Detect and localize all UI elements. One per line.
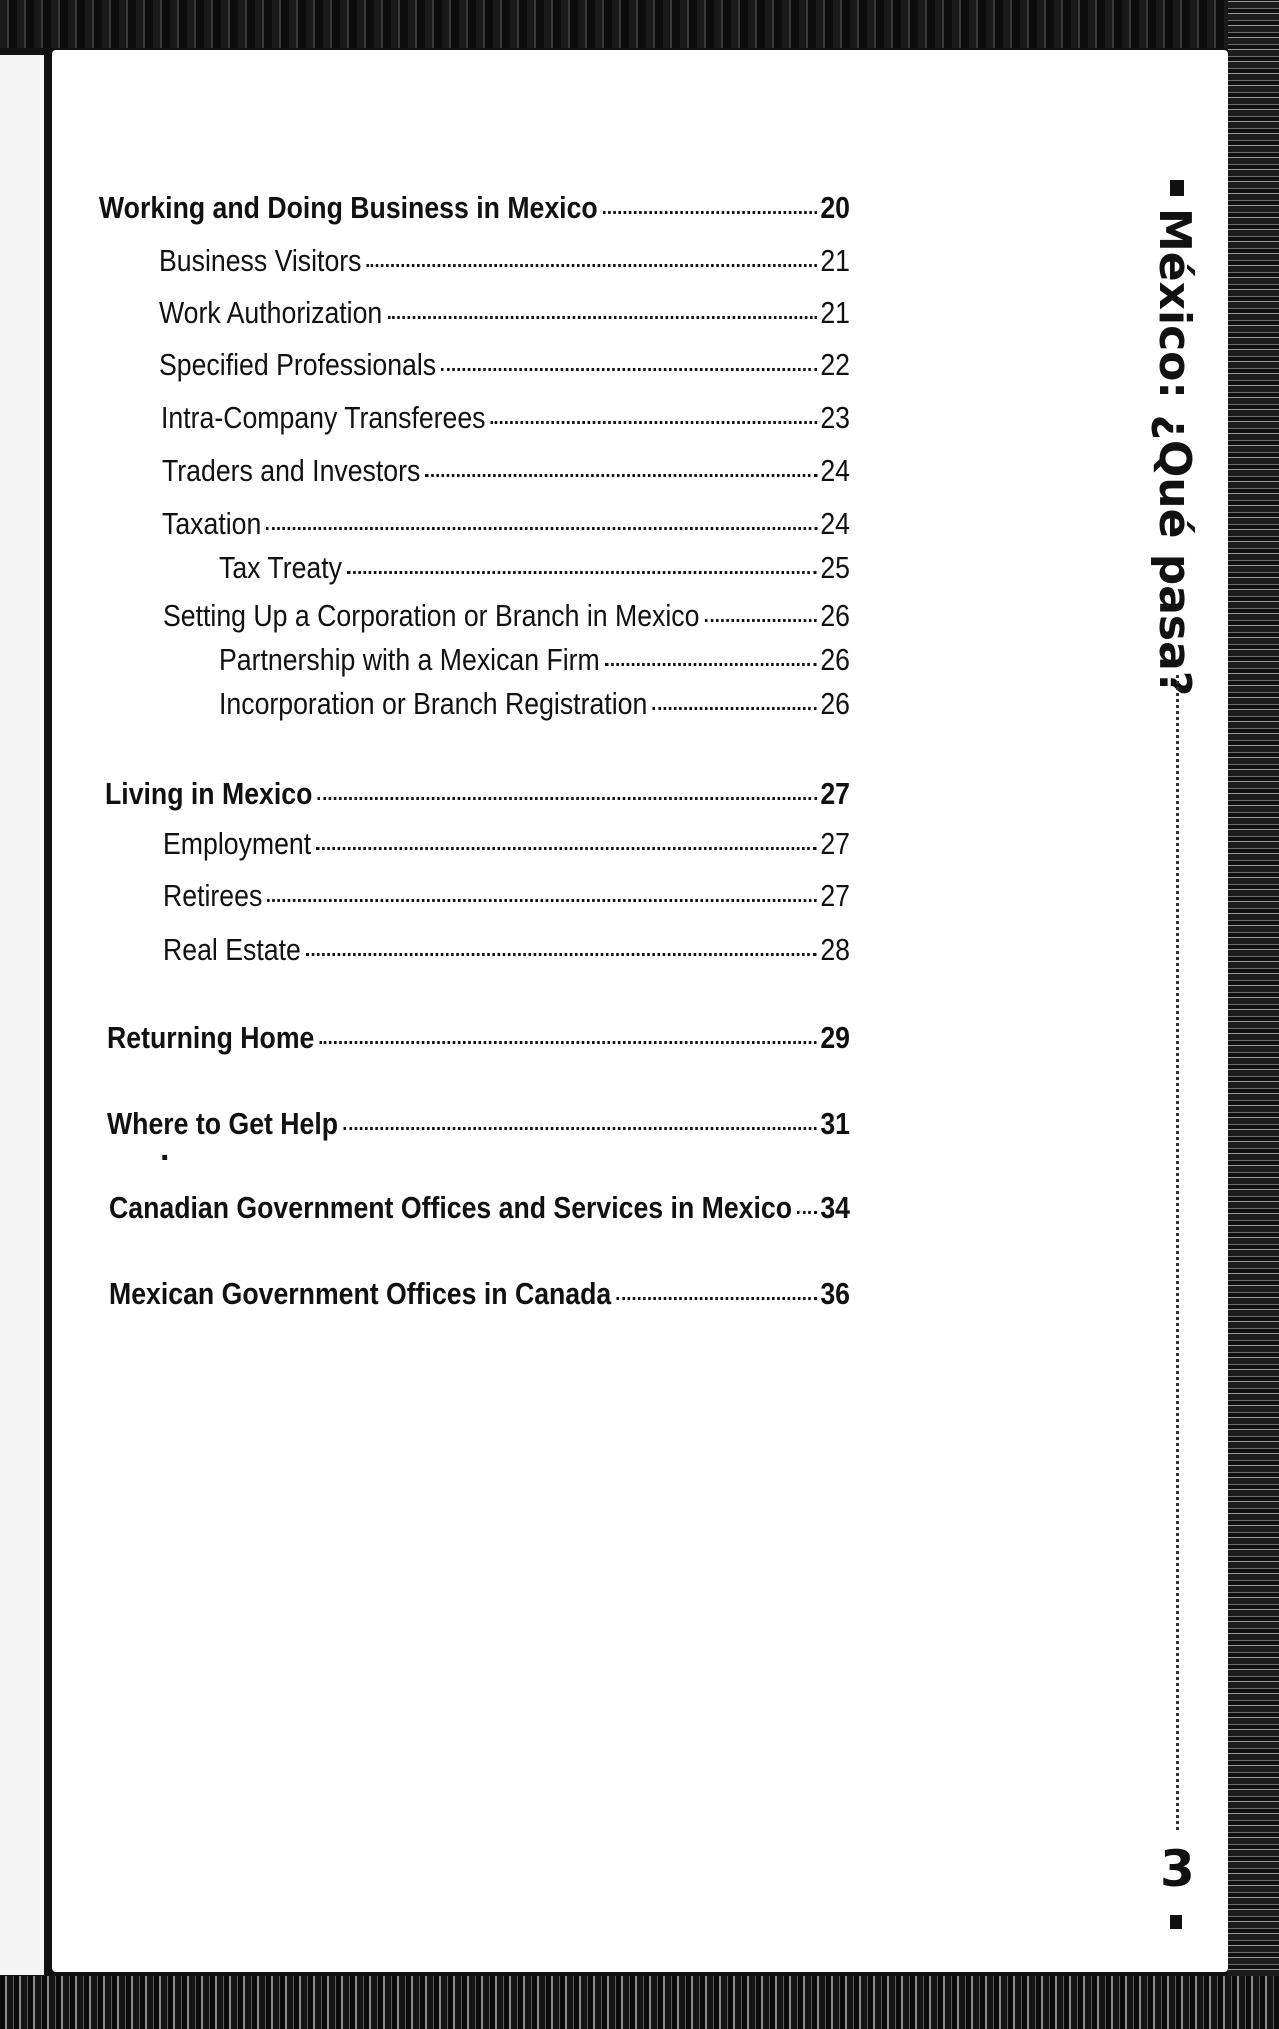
scan-border-right [1228,0,1279,2029]
toc-entry-title: Where to Get Help [107,1106,339,1141]
toc-entry-title: Partnership with a Mexican Firm [219,642,600,677]
toc-entry-title: Retirees [163,878,263,913]
toc-entry[interactable] [107,1106,850,1142]
facing-page-edge [0,55,48,1975]
toc-entry-title: Mexican Government Offices in Canada [109,1276,612,1311]
toc-entry-page-number: 27 [820,776,850,811]
toc-entry-page-number: 27 [820,826,850,861]
toc-entry-page-number: 34 [820,1190,850,1225]
toc-entry-page-number: 22 [820,347,850,382]
toc-entry-page-number: 26 [820,642,850,677]
dot-leader [491,421,817,424]
toc-entry-page-number: 23 [820,400,850,435]
dot-leader [705,619,817,622]
running-header [1149,180,1212,1930]
toc-entry-page-number: 25 [820,550,850,585]
toc-entry[interactable] [163,598,850,634]
toc-entry-title: Working and Doing Business in Mexico [99,190,598,225]
stray-bullet-mark: . [160,1130,170,1168]
dot-leader [797,1211,817,1214]
running-header-rule [1176,675,1179,1830]
toc-entry[interactable] [159,243,850,279]
toc-entry-page-number: 27 [820,878,850,913]
toc-entry[interactable] [163,932,850,968]
toc-entry-page-number: 36 [820,1276,850,1311]
dot-leader [652,707,816,710]
toc-entry-title: Traders and Investors [162,453,421,488]
book-page [52,50,1228,1972]
dot-leader [441,368,817,371]
toc-entry-page-number: 21 [820,243,850,278]
dot-leader [343,1127,817,1130]
toc-entry-title: Taxation [162,506,262,541]
toc-entry-title: Returning Home [107,1020,315,1055]
dot-leader [318,797,817,800]
dot-leader [425,474,816,477]
toc-entry-page-number: 21 [820,295,850,330]
footer-marker-icon [1170,1915,1182,1929]
toc-entry-page-number: 24 [820,453,850,488]
toc-entry-title: Living in Mexico [105,776,313,811]
dot-leader [603,211,817,214]
header-marker-icon [1170,180,1184,196]
toc-entry[interactable] [105,776,850,812]
toc-entry-title: Setting Up a Corporation or Branch in Mexico [163,598,700,633]
toc-entry[interactable] [161,400,850,436]
toc-entry[interactable] [219,550,850,586]
toc-entry[interactable] [159,347,850,383]
page-number: 3 [1160,1840,1195,1898]
toc-entry[interactable] [107,1020,850,1056]
toc-entry[interactable] [99,190,850,226]
toc-entry-page-number: 31 [820,1106,850,1141]
dot-leader [316,847,817,850]
dot-leader [267,899,816,902]
dot-leader [266,527,816,530]
dot-leader [320,1041,817,1044]
toc-entry-page-number: 29 [820,1020,850,1055]
toc-entry[interactable] [219,686,850,722]
running-header-title: México: ¿Qué pasa? [1149,208,1200,697]
toc-entry-page-number: 26 [820,598,850,633]
toc-entry-title: Tax Treaty [219,550,342,585]
toc-entry-title: Specified Professionals [159,347,437,382]
scan-border-bottom [0,1976,1279,2029]
toc-entry[interactable] [219,642,850,678]
toc-entry[interactable] [163,826,850,862]
scan-border-top [0,0,1279,48]
toc-entry[interactable] [162,506,850,542]
dot-leader [347,571,817,574]
toc-entry[interactable] [109,1190,850,1226]
toc-entry[interactable] [162,453,850,489]
toc-entry-title: Real Estate [163,932,301,967]
toc-entry-page-number: 20 [820,190,850,225]
dot-leader [605,663,817,666]
toc-entry-page-number: 24 [820,506,850,541]
toc-entry-title: Intra-Company Transferees [161,400,486,435]
dot-leader [367,264,817,267]
table-of-contents [52,50,1228,1972]
toc-entry-page-number: 26 [820,686,850,721]
dot-leader [616,1297,816,1300]
toc-entry-title: Employment [163,826,312,861]
toc-entry-title: Canadian Government Offices and Services in Mexico [109,1190,793,1225]
toc-entry-page-number: 28 [820,932,850,967]
dot-leader [387,316,816,319]
toc-entry-title: Work Authorization [159,295,383,330]
toc-entry-title: Incorporation or Branch Registration [219,686,648,721]
toc-entry[interactable] [163,878,850,914]
toc-entry-title: Business Visitors [159,243,362,278]
dot-leader [306,953,817,956]
toc-entry[interactable] [109,1276,850,1312]
toc-entry[interactable] [159,295,850,331]
